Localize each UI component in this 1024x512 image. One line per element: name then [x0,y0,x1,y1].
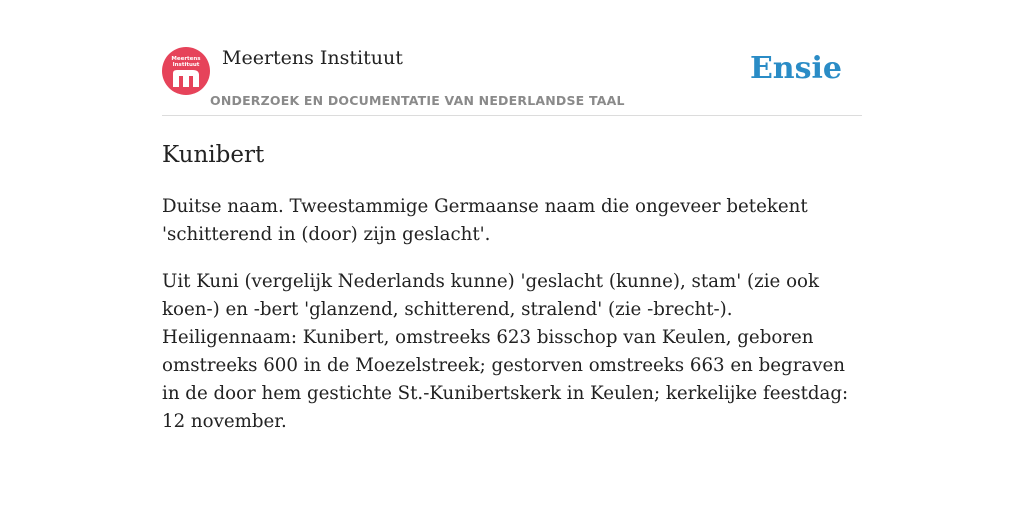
entry-paragraph-2: Uit Kuni (vergelijk Nederlands kunne) 'geslacht (kunne), stam' (zie ook koen-) en -bert 'glanzend, schitterend, stralend' (zie -brecht-). Heiligennaam: Kunibert, omstreeks 623 bisschop van Keulen, geboren omstreeks 600 in de Moezelstreek; gestorven omstreeks 663 en begraven in de door hem gestichte St.-Kunibertskerk in Keulen; kerkelijke feestdag: 12 november. [162,271,849,432]
meertens-logo[interactable] [162,47,210,95]
org-name[interactable]: Meertens Instituut [222,47,403,69]
logo-m-icon [171,68,201,88]
org-subtitle: ONDERZOEK EN DOCUMENTATIE VAN NEDERLANDSE TAAL [210,93,625,108]
ensie-brand-logo[interactable]: Ensie [749,51,842,86]
entry-title: Kunibert [162,142,265,168]
entry-paragraph-1: Duitse naam. Tweestammige Germaanse naam die ongeveer betekent 'schitterend in (door) zijn geslacht'. [162,196,808,245]
site-header [162,0,862,116]
logo-text-line1: Meertens [171,56,201,62]
page [162,0,862,512]
logo-text-line2: Instituut [172,62,200,68]
